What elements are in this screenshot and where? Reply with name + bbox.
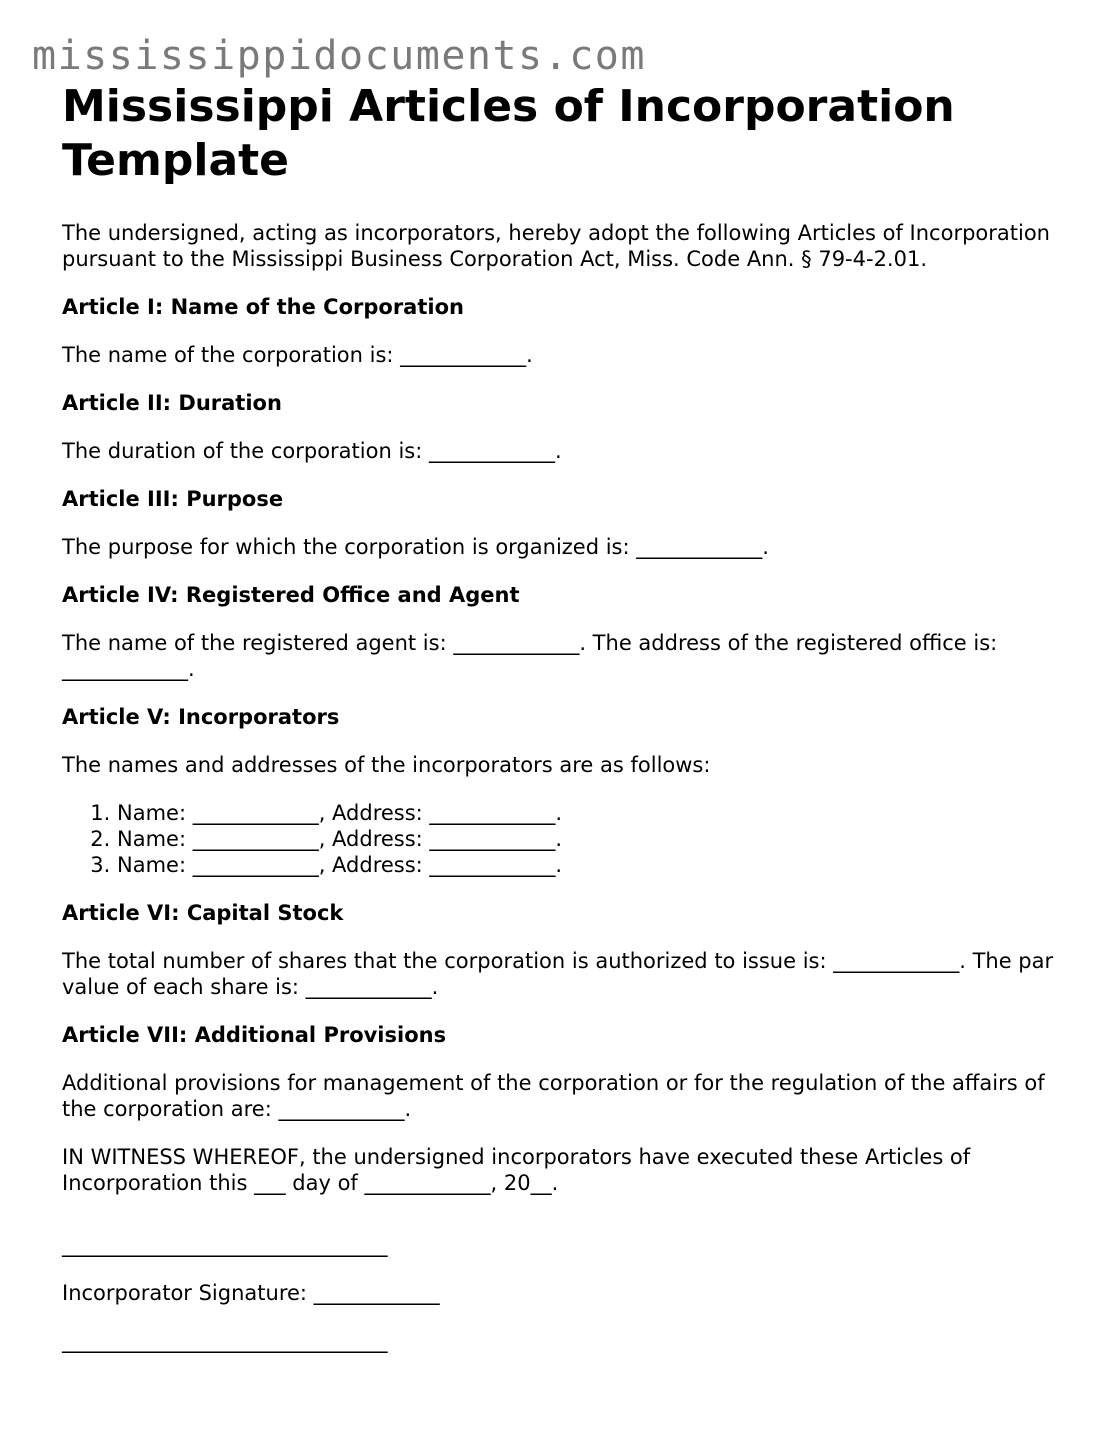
article-2-heading: Article II: Duration <box>62 391 282 415</box>
article-6-heading: Article VI: Capital Stock <box>62 901 344 925</box>
article-1-body: The name of the corporation is: ____________. <box>62 343 533 367</box>
article-6-body: The total number of shares that the corporation is authorized to issue is: ____________. The par value of each share is: ____________. <box>62 949 1054 999</box>
article-3-body: The purpose for which the corporation is organized is: ____________. <box>62 535 769 559</box>
incorporators-list <box>62 800 1062 878</box>
article-2-body: The duration of the corporation is: ____________. <box>62 439 562 463</box>
list-item: 2. Name: ____________, Address: ____________. <box>117 826 1062 852</box>
document-body <box>62 80 1062 1354</box>
article-4-heading: Article IV: Registered Office and Agent <box>62 583 520 607</box>
article-1-heading: Article I: Name of the Corporation <box>62 295 464 319</box>
watermark: mississippidocuments.com <box>32 33 646 79</box>
article-7-body: Additional provisions for management of the corporation or for the regulation of the affairs of the corporation are: ____________. <box>62 1071 1045 1121</box>
signature-line: _______________________________ <box>62 1329 388 1353</box>
list-item: 1. Name: ____________, Address: ____________. <box>117 800 1062 826</box>
signature-label: Incorporator Signature: ____________ <box>62 1281 440 1305</box>
list-item: 3. Name: ____________, Address: ____________. <box>117 852 1062 878</box>
intro-paragraph: The undersigned, acting as incorporators, hereby adopt the following Articles of Incorporation pursuant to the Mississippi Business Corporation Act, Miss. Code Ann. § 79-4-2.01. <box>62 221 1050 271</box>
article-5-body: The names and addresses of the incorporators are as follows: <box>62 753 711 777</box>
document-title: Mississippi Articles of Incorporation Template <box>62 81 955 186</box>
article-3-heading: Article III: Purpose <box>62 487 284 511</box>
article-4-body: The name of the registered agent is: ____________. The address of the registered office is: ____________. <box>62 631 998 681</box>
signature-line: _______________________________ <box>62 1233 388 1257</box>
article-5-heading: Article V: Incorporators <box>62 705 340 729</box>
article-7-heading: Article VII: Additional Provisions <box>62 1023 447 1047</box>
witness-paragraph: IN WITNESS WHEREOF, the undersigned incorporators have executed these Articles of Incorporation this ___ day of ____________, 20__. <box>62 1145 971 1195</box>
